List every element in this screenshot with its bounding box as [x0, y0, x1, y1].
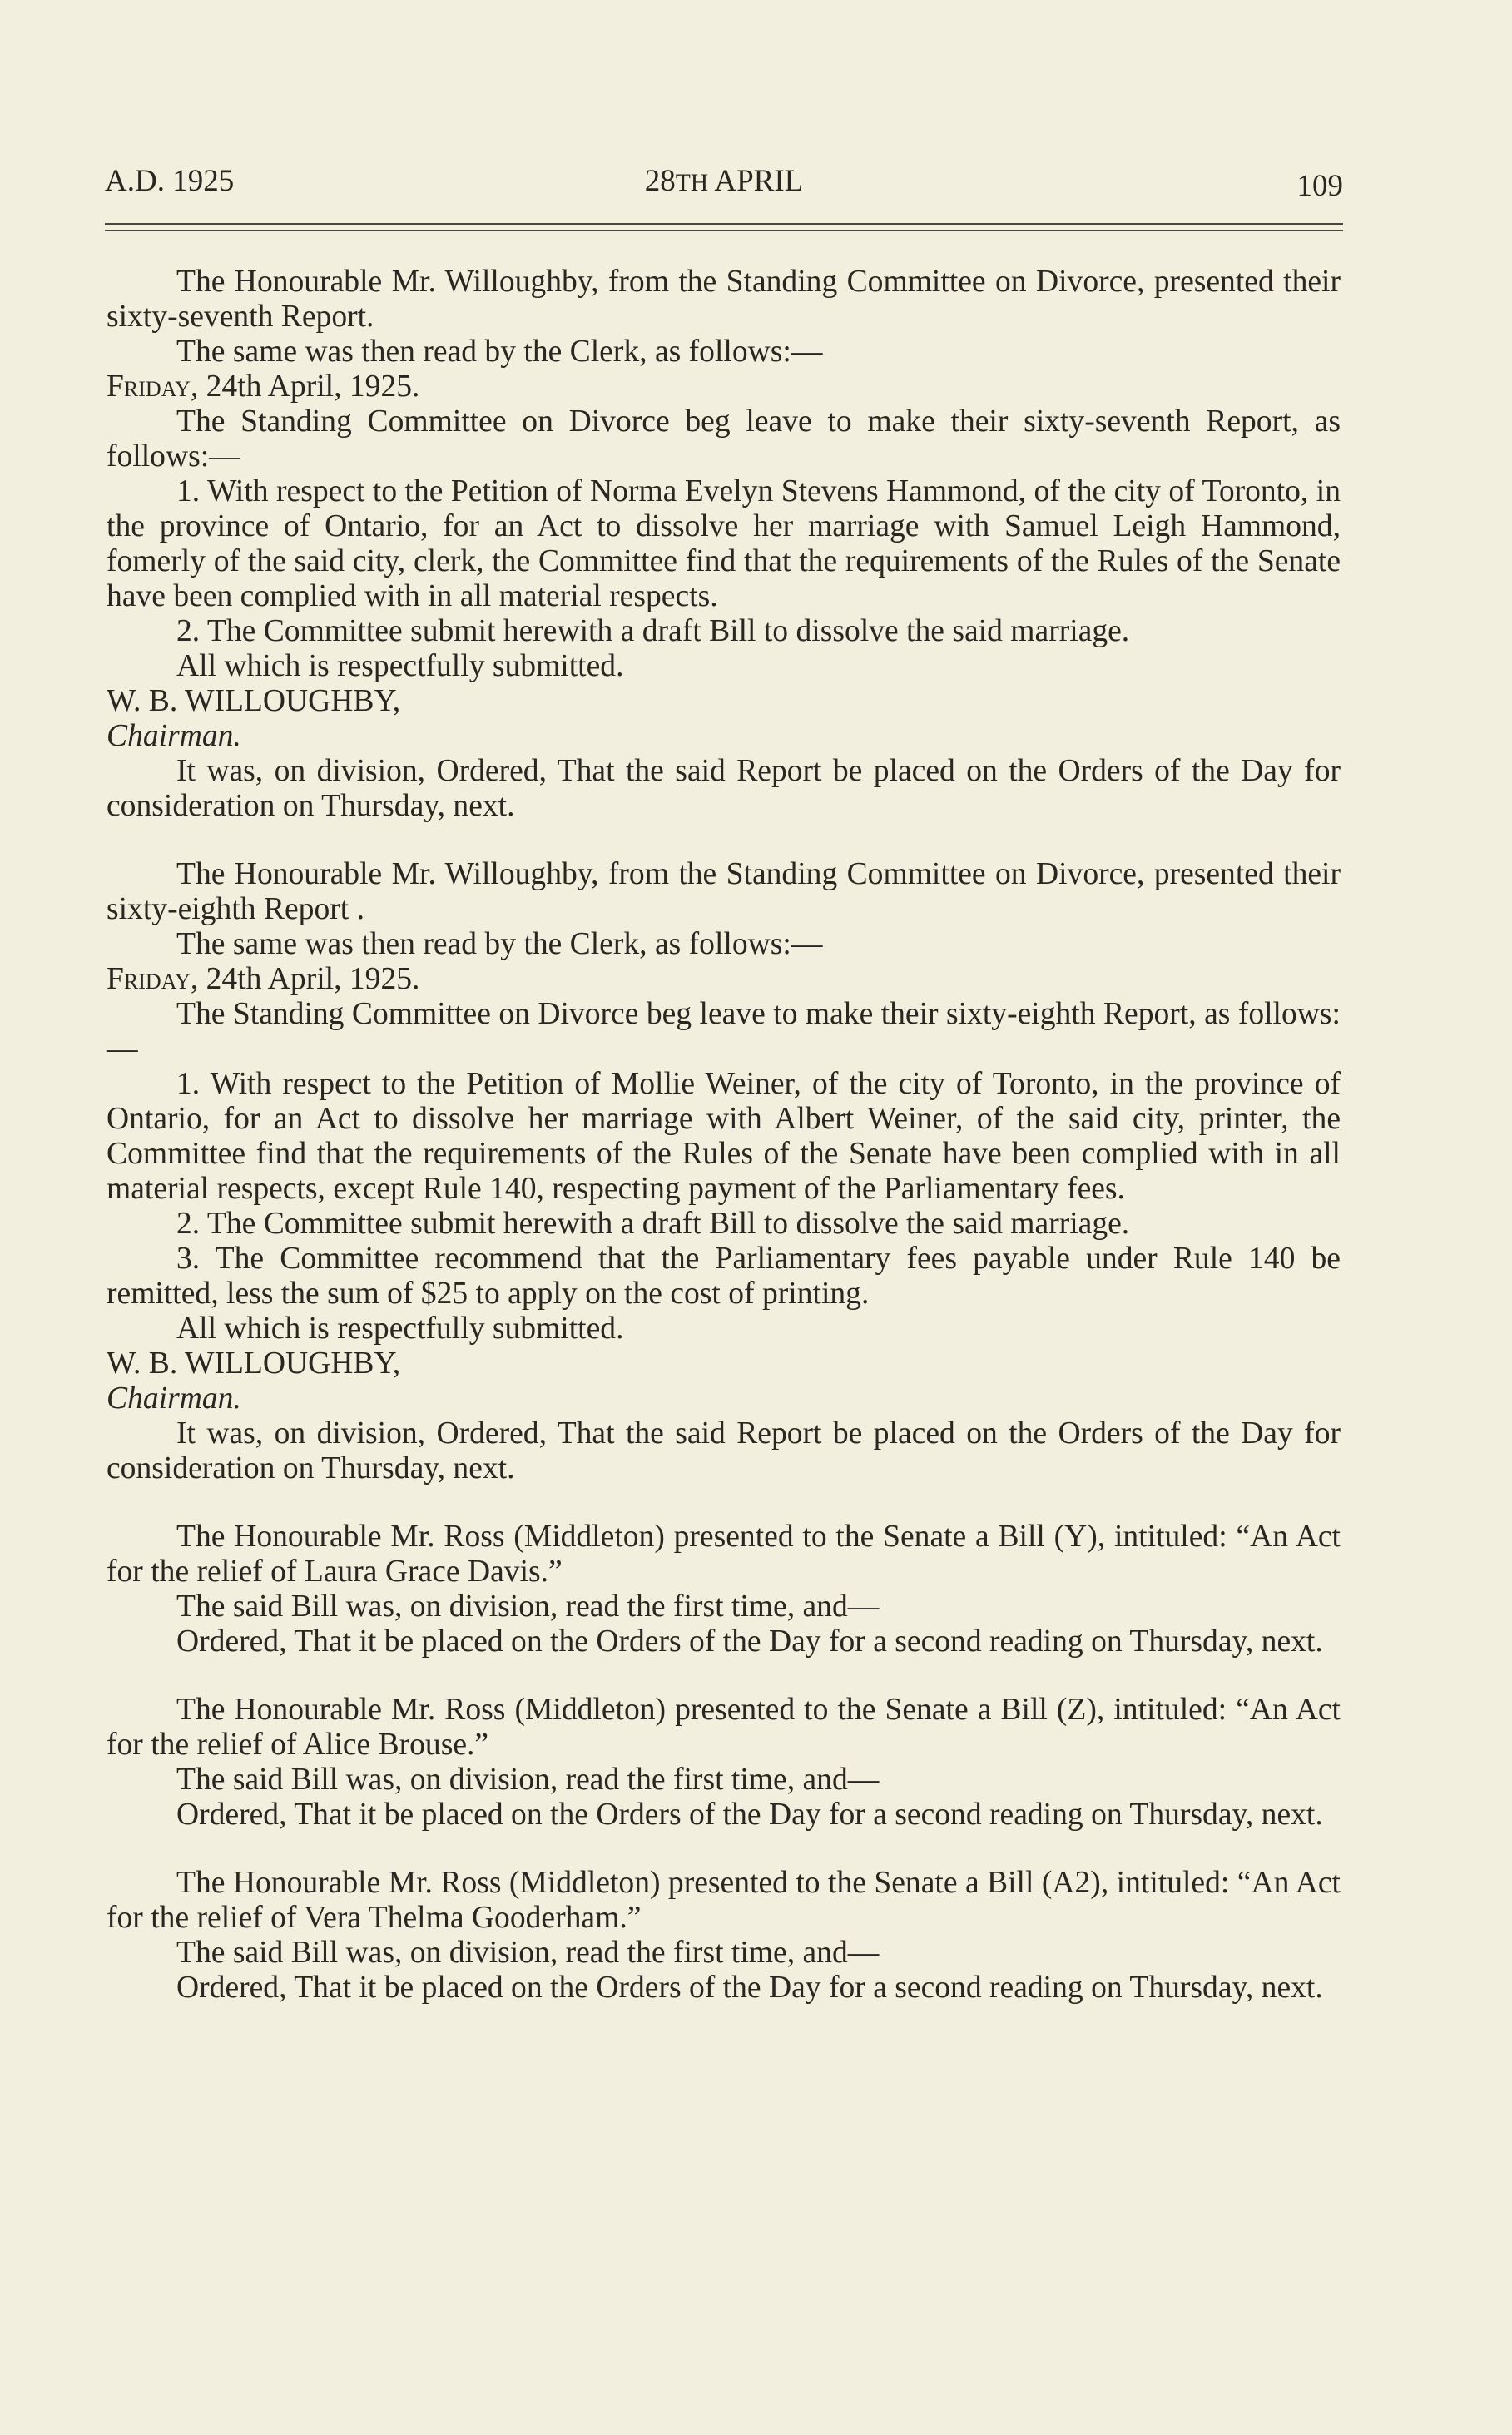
- report1-order: It was, on division, Ordered, That the said Report be placed on the Orders of the Day for consideration on Thursday, next.: [107, 754, 1341, 823]
- header-date-suffix: TH: [675, 170, 709, 196]
- header-year: A.D. 1925: [105, 164, 235, 198]
- bill-a2-order: Ordered, That it be placed on the Orders of the Day for a second reading on Thursday, next.: [176, 1971, 1323, 2005]
- page-number: 109: [1296, 169, 1343, 203]
- report2-order: It was, on division, Ordered, That the said Report be placed on the Orders of the Day for consideration on Thursday, next.: [107, 1416, 1341, 1485]
- report2-opening: The Standing Committee on Divorce beg leave to make their sixty-eighth Report, as follows:—: [107, 997, 1341, 1066]
- report1-item2: 2. The Committee submit herewith a draft Bill to dissolve the said marriage.: [176, 614, 1130, 648]
- report2-date-rest: , 24th April, 1925.: [190, 962, 420, 996]
- report2-item3: 3. The Committee recommend that the Parliamentary fees payable under Rule 140 be remitted, less the sum of $25 to apply on the cost of printing.: [107, 1242, 1341, 1311]
- report2-closing: All which is respectfully submitted.: [176, 1312, 624, 1346]
- report2-item2: 2. The Committee submit herewith a draft Bill to dissolve the said marriage.: [176, 1207, 1130, 1241]
- header-date-month: APRIL: [714, 164, 804, 198]
- report1-intro: The Honourable Mr. Willoughby, from the Standing Committee on Divorce, presented their sixty-seventh Report.: [107, 265, 1341, 334]
- bill-y-order: Ordered, That it be placed on the Orders of the Day for a second reading on Thursday, next.: [176, 1624, 1323, 1659]
- report1-date-rest: , 24th April, 1925.: [190, 369, 420, 404]
- report1-opening: The Standing Committee on Divorce beg leave to make their sixty-seventh Report, as follows:—: [107, 404, 1341, 474]
- section-gap: [107, 1832, 1341, 1866]
- header-rule-top: [105, 223, 1343, 225]
- report2-title: Chairman.: [107, 1381, 241, 1416]
- report1-title: Chairman.: [107, 719, 241, 753]
- section-gap: [107, 1486, 1341, 1520]
- bill-y-first-reading: The said Bill was, on division, read the first time, and—: [176, 1589, 880, 1624]
- report1-closing: All which is respectfully submitted.: [176, 649, 624, 683]
- header-date: [105, 163, 1343, 199]
- report1-signature: W. B. WILLOUGHBY,: [107, 684, 401, 718]
- section-gap: [107, 1659, 1341, 1693]
- report1-item1: 1. With respect to the Petition of Norma Evelyn Stevens Hammond, of the city of Toronto, in the province of Ontario, for an Act to dissolve her marriage with Samuel Leigh Hammond, fomerly of the said city, clerk, the Committee find that the requirements of the Rules of the Senate have been complied with in all material respects.: [107, 474, 1341, 613]
- report2-date-day: Friday: [107, 962, 191, 996]
- report1-date-day: Friday: [107, 369, 191, 404]
- section-gap: [107, 824, 1341, 857]
- page-header: [105, 158, 1343, 208]
- page-body: [107, 265, 1341, 2006]
- header-rule-bottom: [105, 230, 1343, 231]
- bill-y-presented: The Honourable Mr. Ross (Middleton) presented to the Senate a Bill (Y), intituled: “An Act for the relief of Laura Grace Davis.”: [107, 1520, 1341, 1589]
- report2-signature: W. B. WILLOUGHBY,: [107, 1346, 401, 1381]
- report1-read: The same was then read by the Clerk, as follows:—: [176, 335, 823, 369]
- report2-intro: The Honourable Mr. Willoughby, from the Standing Committee on Divorce, presented their sixty-eighth Report .: [107, 857, 1341, 926]
- report2-read: The same was then read by the Clerk, as follows:—: [176, 927, 823, 961]
- report2-date: [107, 962, 1341, 997]
- bill-z-first-reading: The said Bill was, on division, read the first time, and—: [176, 1763, 880, 1797]
- bill-a2-first-reading: The said Bill was, on division, read the first time, and—: [176, 1936, 880, 1970]
- bill-z-presented: The Honourable Mr. Ross (Middleton) presented to the Senate a Bill (Z), intituled: “An Act for the relief of Alice Brouse.”: [107, 1693, 1341, 1762]
- report2-item1: 1. With respect to the Petition of Mollie Weiner, of the city of Toronto, in the province of Ontario, for an Act to dissolve her marriage with Albert Weiner, of the said city, printer, the Committee find that the requirements of the Rules of the Senate have been complied with in all material respects, except Rule 140, respecting payment of the Parliamentary fees.: [107, 1067, 1341, 1206]
- header-date-day: 28: [644, 164, 676, 198]
- bill-a2-presented: The Honourable Mr. Ross (Middleton) presented to the Senate a Bill (A2), intituled: “An Act for the relief of Vera Thelma Gooderham.”: [107, 1866, 1341, 1935]
- bill-z-order: Ordered, That it be placed on the Orders of the Day for a second reading on Thursday, next.: [176, 1798, 1323, 1832]
- report1-date: [107, 369, 1341, 404]
